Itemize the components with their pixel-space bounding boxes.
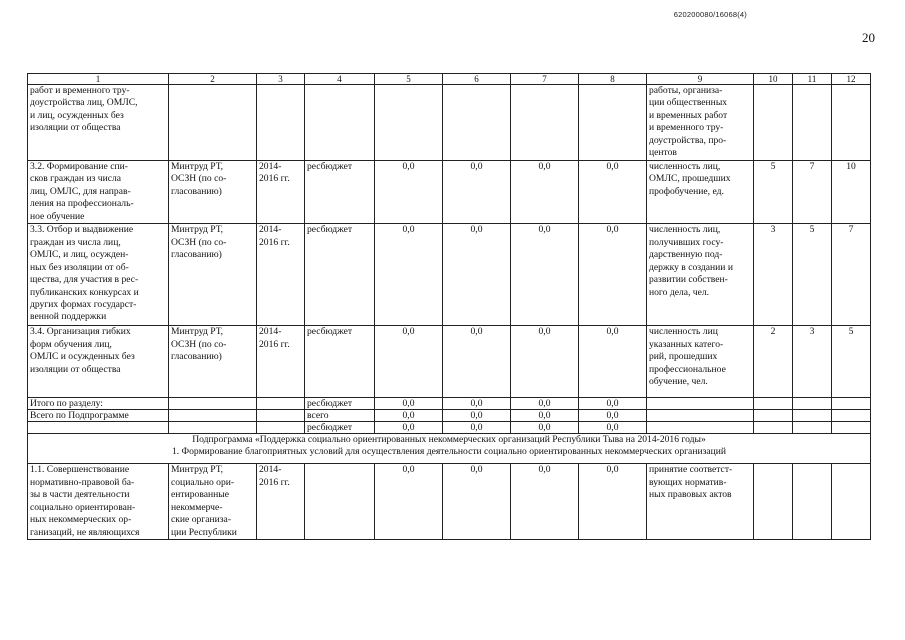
target-cell [832,464,871,540]
target-cell [832,85,871,161]
column-number: 6 [443,74,511,85]
total-row [28,410,871,422]
source-cell [305,464,375,540]
amount-cell: 0,0 [579,422,647,434]
amount-cell: 0,0 [443,464,511,540]
amount-cell [579,85,647,161]
column-number: 12 [832,74,871,85]
amount-cell: 0,0 [375,224,443,326]
indicator-cell: численность лиц, получивших госу- дарственную под- держку в создании и развитии собствен- ного дела, чел. [647,224,754,326]
program-table [27,73,871,540]
amount-cell: 0,0 [443,410,511,422]
executor-cell [169,85,257,161]
document-code: 620200080/16068(4) [673,10,747,19]
target-cell [754,85,793,161]
amount-cell: 0,0 [511,224,579,326]
column-number: 7 [511,74,579,85]
amount-cell: 0,0 [511,398,579,410]
amount-cell: 0,0 [375,422,443,434]
source-cell: ресбюджет [305,326,375,398]
source-cell [305,85,375,161]
amount-cell: 0,0 [375,326,443,398]
target-cell: 7 [832,224,871,326]
amount-cell: 0,0 [375,410,443,422]
subprogram-banner [28,434,871,464]
target-cell: 3 [793,326,832,398]
column-number: 9 [647,74,754,85]
amount-cell: 0,0 [511,410,579,422]
table-row [28,326,871,398]
total-label: Всего по Подпрограмме [28,410,169,422]
total-row [28,422,871,434]
measure-cell: работ и временного тру- доустройства лиц, ОМЛС, и лиц, осужденных без изоляции от общества [28,85,169,161]
column-number: 8 [579,74,647,85]
indicator-cell: численность лиц, ОМЛС, прошедших профобучение, ед. [647,160,754,223]
column-number: 2 [169,74,257,85]
column-number-row [28,74,871,85]
column-number: 3 [257,74,305,85]
period-cell: 2014- 2016 гг. [257,326,305,398]
source-cell: ресбюджет [305,422,375,434]
amount-cell: 0,0 [443,398,511,410]
total-label: Итого по разделу: [28,398,169,410]
table-row [28,160,871,223]
measure-cell: 3.2. Формирование спи- сков граждан из числа лиц, ОМЛС, для направ- ления на профессиональ- ное обучение [28,160,169,223]
measure-cell: 3.3. Отбор и выдвижение граждан из числа лиц, ОМЛС, и лиц, осужден- ных без изоляции от об- щества, для участия в рес- публиканских конкурсах и других формах государст- венной поддержки [28,224,169,326]
total-row [28,398,871,410]
column-number: 10 [754,74,793,85]
amount-cell: 0,0 [443,224,511,326]
target-cell: 5 [754,160,793,223]
executor-cell: Минтруд РТ, социально ори- ентированные некоммерче- ские организа- ции Республики [169,464,257,540]
section-title: 1. Формирование благоприятных условий для осуществления деятельности социально ориентированных некоммерческих организаций [171,446,727,458]
amount-cell [511,85,579,161]
amount-cell: 0,0 [443,422,511,434]
table-row [28,85,871,161]
source-cell: ресбюджет [305,398,375,410]
amount-cell: 0,0 [511,464,579,540]
executor-cell: Минтруд РТ, ОСЗН (по со- гласованию) [169,224,257,326]
target-cell: 10 [832,160,871,223]
executor-cell: Минтруд РТ, ОСЗН (по со- гласованию) [169,160,257,223]
target-cell [754,464,793,540]
column-number: 5 [375,74,443,85]
subprogram-banner-row [28,434,871,464]
target-cell: 5 [793,224,832,326]
target-cell: 2 [754,326,793,398]
amount-cell: 0,0 [579,398,647,410]
amount-cell: 0,0 [375,160,443,223]
period-cell: 2014- 2016 гг. [257,224,305,326]
column-number: 4 [305,74,375,85]
source-cell: ресбюджет [305,160,375,223]
table-row [28,224,871,326]
amount-cell: 0,0 [579,464,647,540]
amount-cell: 0,0 [579,224,647,326]
subprogram-title: Подпрограмма «Поддержка социально ориентированных некоммерческих организаций Республики Тыва на 2014-2016 годы» [192,434,706,446]
source-cell: ресбюджет [305,224,375,326]
indicator-cell: численность лиц указанных катего- рий, прошедших профессиональное обучение, чел. [647,326,754,398]
target-cell [793,85,832,161]
amount-cell [375,85,443,161]
page-number: 20 [862,30,875,45]
period-cell: 2014- 2016 гг. [257,464,305,540]
target-cell: 7 [793,160,832,223]
measure-cell: 1.1. Совершенствование нормативно-правовой ба- зы в части деятельности социально ориентирован- ных некоммерческих ор- ганизаций, не являющихся [28,464,169,540]
executor-cell: Минтруд РТ, ОСЗН (по со- гласованию) [169,326,257,398]
table-row [28,464,871,540]
period-cell: 2014- 2016 гг. [257,160,305,223]
source-cell: всего [305,410,375,422]
indicator-cell: принятие соответст- вующих норматив- ных правовых актов [647,464,754,540]
amount-cell: 0,0 [443,160,511,223]
amount-cell: 0,0 [579,160,647,223]
column-number: 11 [793,74,832,85]
amount-cell: 0,0 [443,326,511,398]
amount-cell: 0,0 [375,464,443,540]
column-number: 1 [28,74,169,85]
measure-cell: 3.4. Организация гибких форм обучения лиц, ОМЛС и осужденных без изоляции от общества [28,326,169,398]
amount-cell: 0,0 [579,410,647,422]
target-cell [793,464,832,540]
total-label [28,422,169,434]
target-cell: 3 [754,224,793,326]
amount-cell: 0,0 [579,326,647,398]
amount-cell: 0,0 [511,422,579,434]
target-cell: 5 [832,326,871,398]
period-cell [257,85,305,161]
amount-cell: 0,0 [511,160,579,223]
indicator-cell: работы, организа- ции общественных и временных работ и временного тру- доустройства, про- центов [647,85,754,161]
amount-cell: 0,0 [375,398,443,410]
amount-cell: 0,0 [511,326,579,398]
amount-cell [443,85,511,161]
